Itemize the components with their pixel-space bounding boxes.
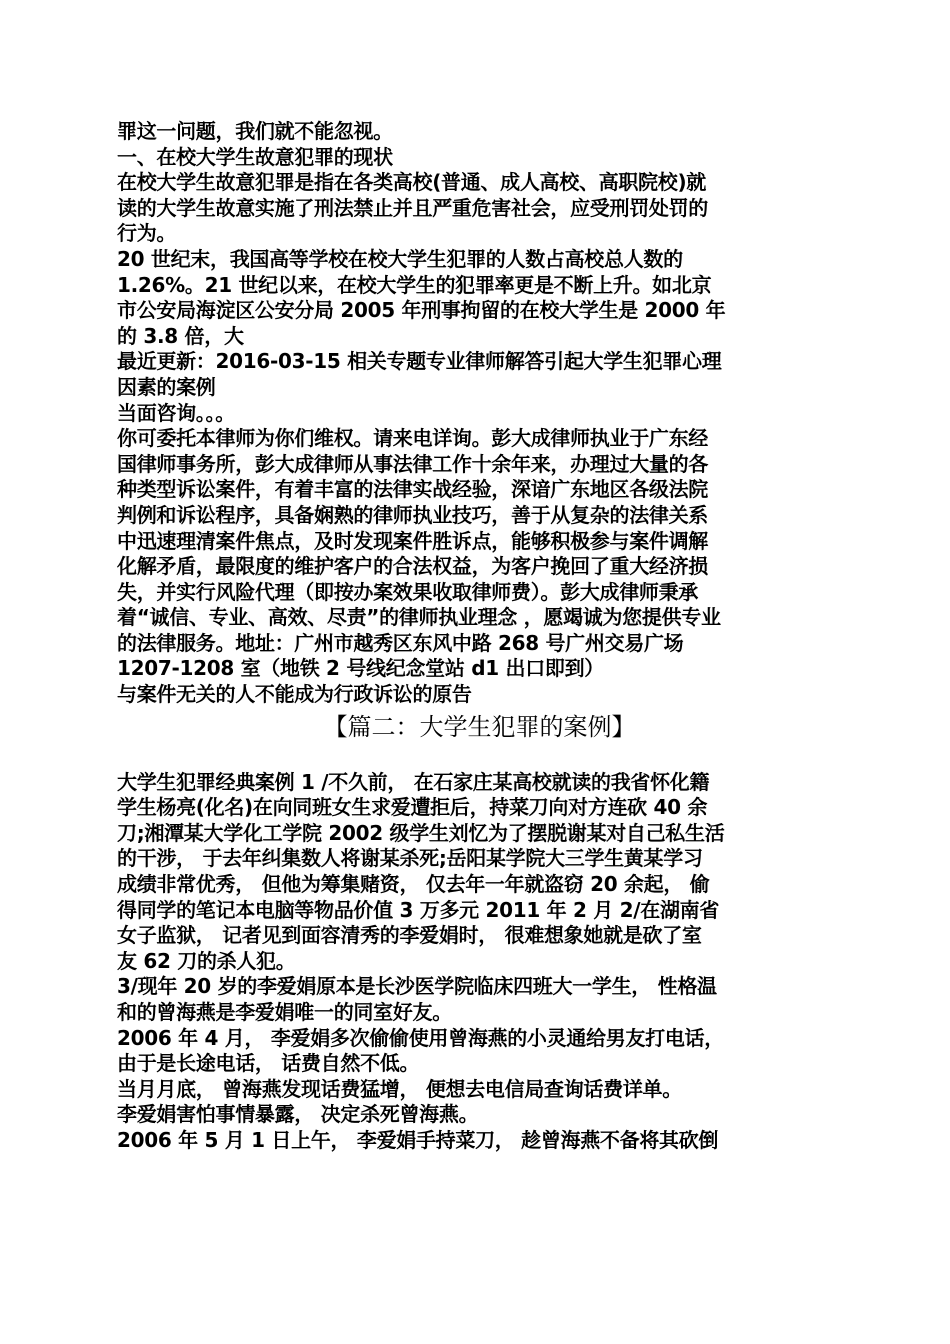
- text-line: 成绩非常优秀， 但他为筹集赌资， 仅去年一年就盗窃 20 余起， 偷: [117, 872, 710, 897]
- text-line: 行为。: [117, 221, 177, 246]
- section-one: [117, 119, 842, 708]
- section-title: 【篇二：大学生犯罪的案例】: [323, 712, 636, 741]
- text-line: 1.26%。21 世纪以来，在校大学生的犯罪率更是不断上升。如北京: [117, 272, 712, 297]
- text-line: 的干涉， 于去年纠集数人将谢某杀死;岳阳某学院大三学生黄某学习: [117, 846, 703, 871]
- text-line: 由于是长途电话， 话费自然不低。: [117, 1051, 420, 1076]
- text-line: 刀;湘潭某大学化工学院 2002 级学生刘忆为了摆脱谢某对自己私生活: [117, 820, 725, 845]
- text-line: 失，并实行风险代理（即按办案效果收取律师费）。彭大成律师秉承: [117, 579, 698, 604]
- text-line: 女子监狱， 记者见到面容清秀的李爱娟时， 很难想象她就是砍了室: [117, 923, 702, 948]
- text-line: 20 世纪末，我国高等学校在校大学生犯罪的人数占高校总人数的: [117, 246, 683, 271]
- document-body: [117, 119, 842, 1154]
- text-line: 和的曾海燕是李爱娟唯一的同室好友。: [117, 1000, 452, 1024]
- text-line: 中迅速理清案件焦点，及时发现案件胜诉点，能够积极参与案件调解: [117, 528, 708, 553]
- text-line: 当面咨询。。。: [117, 400, 235, 425]
- text-line: 化解矛盾，最限度的维护客户的合法权益，为客户挽回了重大经济损: [117, 554, 708, 579]
- text-line: 学生杨亮(化名)在向同班女生求爱遭拒后，持菜刀向对方连砍 40 余: [117, 795, 708, 820]
- text-line: 国律师事务所，彭大成律师从事法律工作十余年来，办理过大量的各: [117, 451, 708, 476]
- text-line: 李爱娟害怕事情暴露， 决定杀死曾海燕。: [117, 1102, 479, 1127]
- text-line: 3/现年 20 岁的李爱娟原本是长沙医学院临床四班大一学生， 性格温: [117, 974, 717, 999]
- update-line: 最近更新：2016-03-15 相关专题专业律师解答引起大学生犯罪心理: [117, 349, 722, 374]
- text-line: 2006 年 4 月， 李爱娟多次偷偷使用曾海燕的小灵通给男友打电话，: [117, 1025, 724, 1050]
- text-line: 大学生犯罪经典案例 1 /不久前， 在石家庄某高校就读的我省怀化籍: [117, 769, 710, 794]
- text-line: 市公安局海淀区公安分局 2005 年刑事拘留的在校大学生是 2000 年: [117, 298, 726, 323]
- text-line: 种类型诉讼案件，有着丰富的法律实战经验，深谙广东地区各级法院: [117, 477, 708, 502]
- text-line: 当月月底， 曾海燕发现话费猛增， 便想去电信局查询话费详单。: [117, 1076, 682, 1101]
- text-line: 判例和诉讼程序，具备娴熟的律师执业技巧，善于从复杂的法律关系: [117, 502, 708, 527]
- text-line: 得同学的笔记本电脑等物品价值 3 万多元 2011 年 2 月 2/在湖南省: [117, 897, 720, 922]
- text-line: 你可委托本律师为你们维权。请来电详询。彭大成律师执业于广东经: [117, 426, 708, 451]
- text-line: 与案件无关的人不能成为行政诉讼的原告: [117, 682, 472, 707]
- text-line: 的 3.8 倍，大: [117, 323, 244, 348]
- address-line: 的法律服务。地址：广州市越秀区东风中路 268 号广州交易广场: [117, 630, 684, 655]
- text-line: 读的大学生故意实施了刑法禁止并且严重危害社会，应受刑罚处罚的: [117, 195, 708, 220]
- text-line: 友 62 刀的杀人犯。: [117, 948, 296, 973]
- text-line: 在校大学生故意犯罪是指在各类高校(普通、成人高校、高职院校)就: [117, 170, 706, 195]
- section-two: [117, 770, 842, 1154]
- address-line: 1207-1208 室（地铁 2 号线纪念堂站 d1 出口即到）: [117, 656, 604, 681]
- text-line: 罪这一问题，我们就不能忽视。: [117, 119, 393, 143]
- section-heading: 一、在校大学生故意犯罪的现状: [117, 144, 393, 169]
- text-line: 因素的案例: [117, 374, 216, 399]
- text-line: 着“诚信、专业、高效、尽责”的律师执业理念 ，愿竭诚为您提供专业: [117, 605, 721, 630]
- text-line: 2006 年 5 月 1 日上午， 李爱娟手持菜刀， 趁曾海燕不备将其砍倒: [117, 1127, 719, 1152]
